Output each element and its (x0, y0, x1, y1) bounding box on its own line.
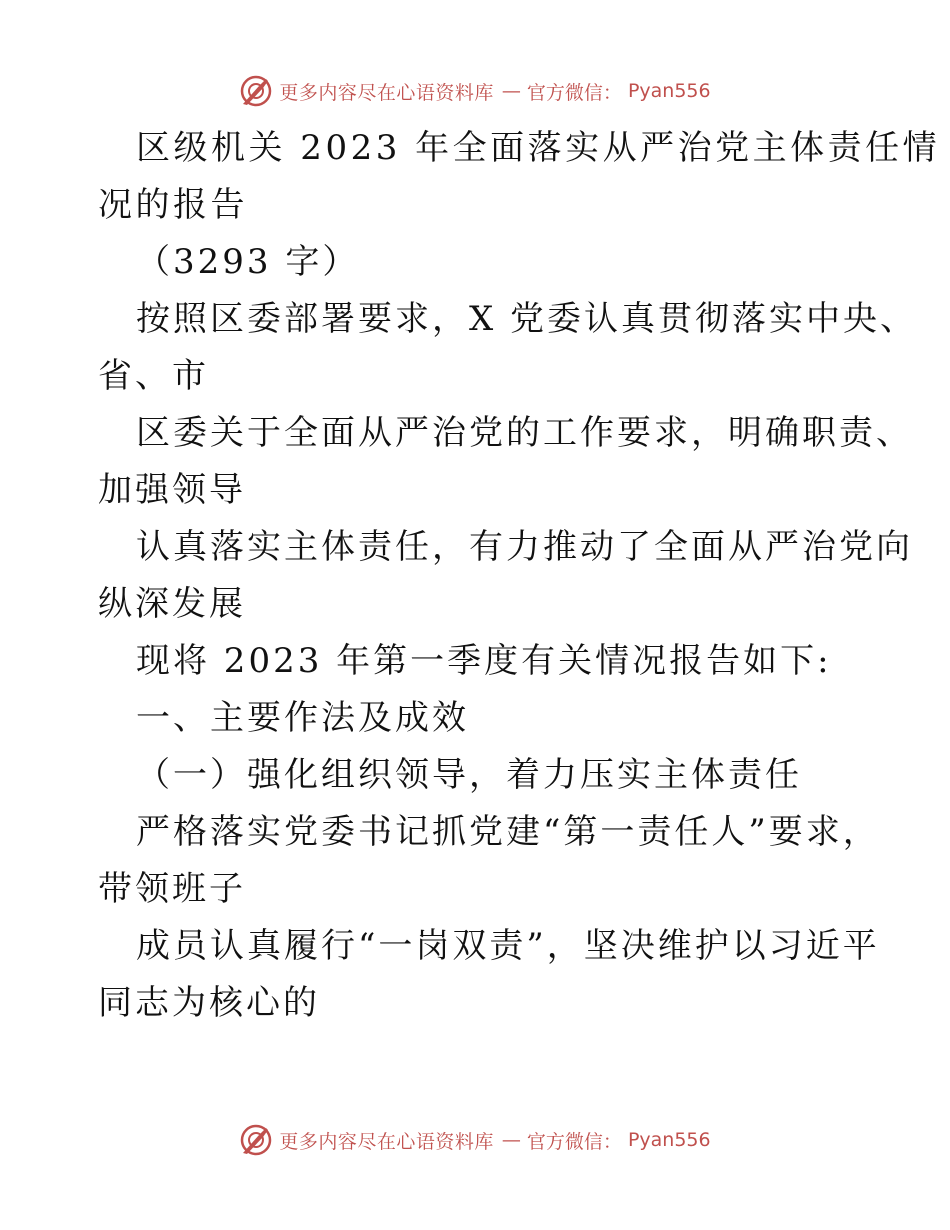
body-line: 纵深发展 (98, 584, 246, 624)
document-body (98, 120, 941, 1032)
body-line: 区委关于全面从严治党的工作要求，明确职责、 (136, 413, 913, 453)
pen-logo-icon (239, 1123, 273, 1157)
watermark-separator: — (501, 80, 521, 102)
body-line: 同志为核心的 (98, 983, 320, 1023)
watermark-id: Pyan556 (627, 80, 711, 102)
body-line: 成员认真履行“一岗双责”，坚决维护以习近平 (136, 926, 880, 966)
body-line: 加强领导 (98, 470, 246, 510)
watermark-label: 官方微信： (526, 81, 622, 104)
body-lines (98, 291, 918, 1032)
body-line: 现将 2023 年第一季度有关情况报告如下: (136, 641, 832, 681)
word-count: （3293 字） (136, 242, 360, 282)
title-line-2: 况的报告 (98, 185, 248, 225)
pen-logo-icon (239, 74, 273, 108)
watermark-separator: — (501, 1129, 521, 1151)
section-heading: 一、主要作法及成效 (136, 698, 469, 738)
body-line: 省、市 (98, 356, 209, 396)
header-watermark (0, 71, 950, 111)
footer-watermark (0, 1120, 950, 1160)
title-line-1: 区级机关 2023 年全面落实从严治党主体责任情 (136, 128, 941, 168)
subsection-heading: （一）强化组织领导，着力压实主体责任 (136, 755, 802, 795)
document-title (98, 120, 941, 234)
watermark-label: 官方微信： (526, 1130, 622, 1153)
watermark-id: Pyan556 (627, 1129, 711, 1151)
body-line: 带领班子 (98, 869, 246, 909)
watermark-text: 更多内容尽在心语资料库 (279, 81, 494, 104)
watermark-text: 更多内容尽在心语资料库 (279, 1130, 494, 1153)
body-line: 按照区委部署要求，X 党委认真贯彻落实中央、 (136, 299, 918, 339)
body-line: 认真落实主体责任，有力推动了全面从严治党向 (136, 527, 913, 567)
body-line: 严格落实党委书记抓党建“第一责任人”要求， (136, 812, 880, 852)
